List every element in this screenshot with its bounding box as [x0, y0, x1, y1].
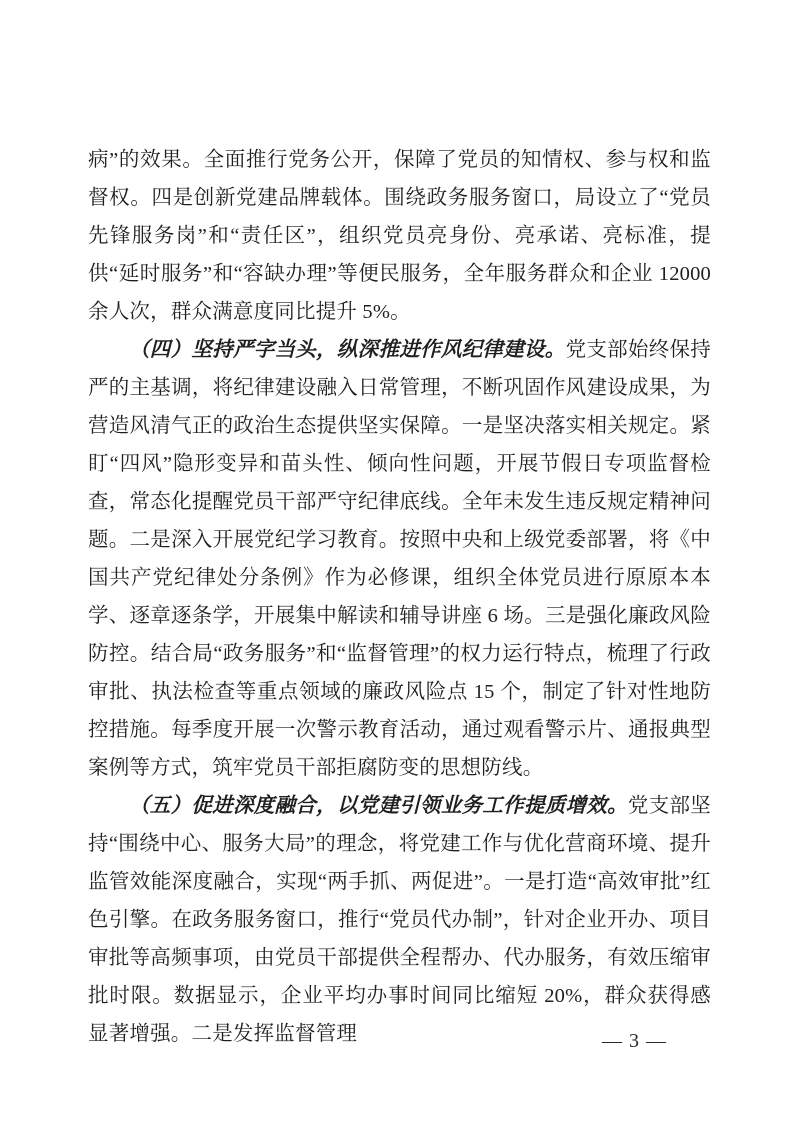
paragraph-continuation	[88, 141, 711, 331]
section-5-heading: （五）促进深度融合，以党建引领业务工作提质增效。	[129, 795, 628, 817]
document-text-block	[88, 141, 711, 1053]
section-4-heading: （四）坚持严字当头，纵深推进作风纪律建设。	[129, 339, 566, 361]
paragraph-continuation-text: 病”的效果。全面推行党务公开，保障了党员的知情权、参与权和监督权。四是创新党建品牌载体。围绕政务服务窗口，局设立了“党员先锋服务岗”和“责任区”，组织党员亮身份、亮承诺、亮标准，提供“延时服务”和“容缺办理”等便民服务，全年服务群众和企业 12000 余人次，群众满意度同比提升 5%。	[88, 149, 711, 323]
section-4-text: 党支部始终保持严的主基调，将纪律建设融入日常管理，不断巩固作风建设成果，为营造风清气正的政治生态提供坚实保障。一是坚决落实相关规定。紧盯“四风”隐形变异和苗头性、倾向性问题，开展节假日专项监督检查，常态化提醒党员干部严守纪律底线。全年未发生违反规定精神问题。二是深入开展党纪学习教育。按照中央和上级党委部署，将《中国共产党纪律处分条例》作为必修课，组织全体党员进行原原本本学、逐章逐条学，开展集中解读和辅导讲座 6 场。三是强化廉政风险防控。结合局“政务服务”和“监督管理”的权力运行特点，梳理了行政审批、执法检查等重点领域的廉政风险点 15 个，制定了针对性地防控措施。每季度开展一次警示教育活动，通过观看警示片、通报典型案例等方式，筑牢党员干部拒腐防变的思想防线。	[88, 339, 711, 779]
page-number: — 3 —	[602, 1030, 667, 1052]
paragraph-section-4	[88, 331, 711, 787]
paragraph-section-5	[88, 787, 711, 1053]
section-5-text: 党支部坚持“围绕中心、服务大局”的理念，将党建工作与优化营商环境、提升监管效能深度融合，实现“两手抓、两促进”。一是打造“高效审批”红色引擎。在政务服务窗口，推行“党员代办制”，针对企业开办、项目审批等高频事项，由党员干部提供全程帮办、代办服务，有效压缩审批时限。数据显示，企业平均办事时间同比缩短 20%，群众获得感显著增强。二是发挥监督管理	[88, 795, 711, 1045]
